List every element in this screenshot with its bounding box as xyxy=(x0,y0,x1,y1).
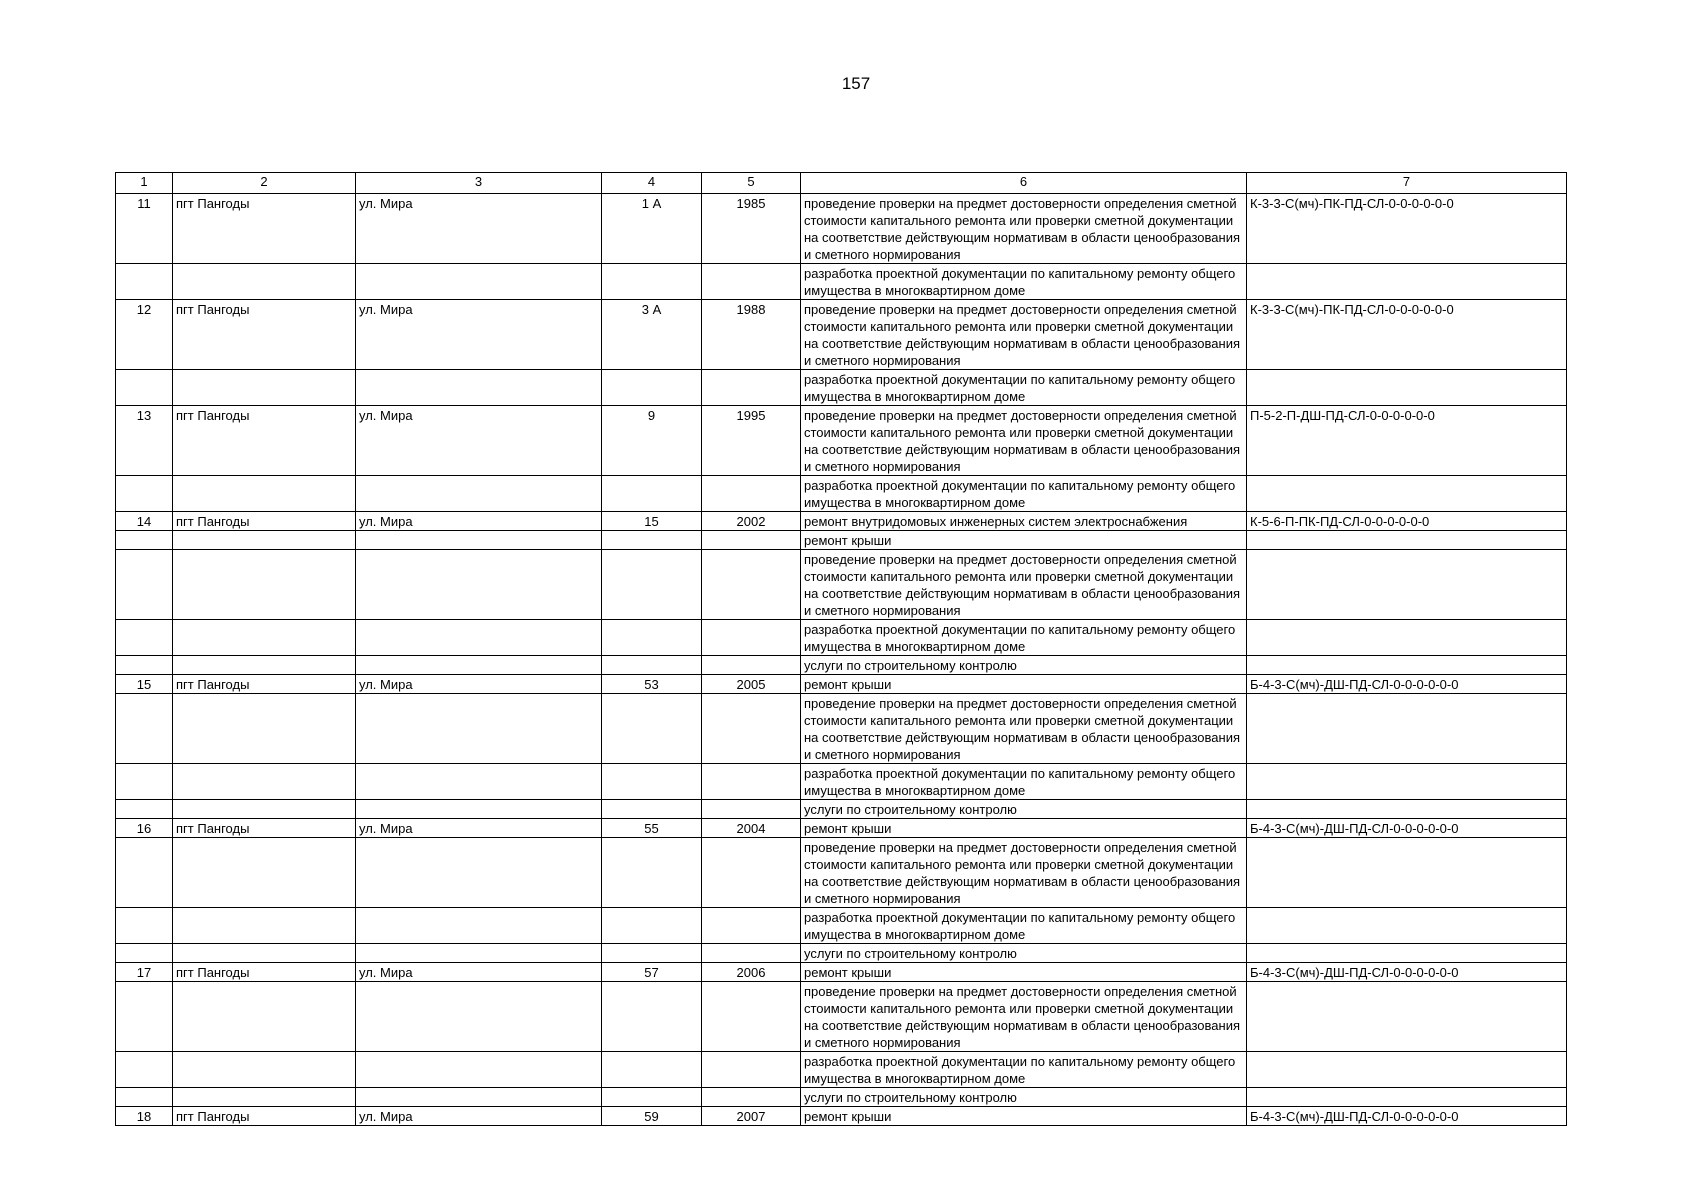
settlement-cell: пгт Пангоды xyxy=(173,512,356,531)
street-cell xyxy=(356,908,602,944)
street-cell: ул. Мира xyxy=(356,963,602,982)
settlement-cell: пгт Пангоды xyxy=(173,819,356,838)
work-type-cell: услуги по строительному контролю xyxy=(801,1088,1247,1107)
row-number-cell: 17 xyxy=(116,963,173,982)
street-cell xyxy=(356,264,602,300)
build-year-cell xyxy=(702,944,801,963)
build-year-cell xyxy=(702,476,801,512)
table-row xyxy=(116,656,1567,675)
work-type-cell: услуги по строительному контролю xyxy=(801,656,1247,675)
work-type-cell: разработка проектной документации по капитальному ремонту общего имущества в многоквартирном доме xyxy=(801,620,1247,656)
street-cell xyxy=(356,1088,602,1107)
table-row xyxy=(116,512,1567,531)
header-cell: 3 xyxy=(356,173,602,194)
build-year-cell xyxy=(702,620,801,656)
settlement-cell xyxy=(173,1052,356,1088)
house-number-cell xyxy=(602,264,702,300)
settlement-cell: пгт Пангоды xyxy=(173,1107,356,1126)
building-code-cell xyxy=(1247,656,1567,675)
street-cell: ул. Мира xyxy=(356,512,602,531)
building-code-cell xyxy=(1247,370,1567,406)
header-cell: 4 xyxy=(602,173,702,194)
settlement-cell xyxy=(173,1088,356,1107)
house-number-cell xyxy=(602,694,702,764)
settlement-cell xyxy=(173,694,356,764)
street-cell: ул. Мира xyxy=(356,300,602,370)
work-type-cell: ремонт крыши xyxy=(801,963,1247,982)
work-type-cell: проведение проверки на предмет достоверности определения сметной стоимости капитального ремонта или проверки сметной документации на соответствие действующим нормативам в области ценообразования и сметного нормирования xyxy=(801,406,1247,476)
work-type-cell: услуги по строительному контролю xyxy=(801,944,1247,963)
build-year-cell xyxy=(702,982,801,1052)
settlement-cell xyxy=(173,620,356,656)
build-year-cell: 2004 xyxy=(702,819,801,838)
settlement-cell xyxy=(173,656,356,675)
repair-schedule-table xyxy=(115,172,1567,1126)
build-year-cell xyxy=(702,764,801,800)
building-code-cell: К-5-6-П-ПК-ПД-СЛ-0-0-0-0-0-0 xyxy=(1247,512,1567,531)
build-year-cell xyxy=(702,838,801,908)
work-type-cell: разработка проектной документации по капитальному ремонту общего имущества в многоквартирном доме xyxy=(801,264,1247,300)
settlement-cell xyxy=(173,944,356,963)
street-cell xyxy=(356,944,602,963)
house-number-cell xyxy=(602,620,702,656)
table-row xyxy=(116,819,1567,838)
street-cell xyxy=(356,370,602,406)
row-number-cell xyxy=(116,550,173,620)
build-year-cell: 2002 xyxy=(702,512,801,531)
table-row xyxy=(116,194,1567,264)
house-number-cell xyxy=(602,800,702,819)
street-cell xyxy=(356,838,602,908)
header-cell: 1 xyxy=(116,173,173,194)
building-code-cell xyxy=(1247,1088,1567,1107)
table-body xyxy=(116,173,1567,1126)
street-cell xyxy=(356,1052,602,1088)
build-year-cell xyxy=(702,800,801,819)
settlement-cell: пгт Пангоды xyxy=(173,963,356,982)
row-number-cell xyxy=(116,694,173,764)
settlement-cell xyxy=(173,370,356,406)
building-code-cell xyxy=(1247,620,1567,656)
header-cell: 2 xyxy=(173,173,356,194)
building-code-cell xyxy=(1247,531,1567,550)
street-cell xyxy=(356,620,602,656)
house-number-cell: 3 А xyxy=(602,300,702,370)
work-type-cell: услуги по строительному контролю xyxy=(801,800,1247,819)
settlement-cell xyxy=(173,550,356,620)
house-number-cell xyxy=(602,764,702,800)
build-year-cell: 1985 xyxy=(702,194,801,264)
header-cell: 6 xyxy=(801,173,1247,194)
row-number-cell: 18 xyxy=(116,1107,173,1126)
row-number-cell: 13 xyxy=(116,406,173,476)
row-number-cell xyxy=(116,264,173,300)
building-code-cell xyxy=(1247,764,1567,800)
building-code-cell xyxy=(1247,1052,1567,1088)
build-year-cell: 1988 xyxy=(702,300,801,370)
house-number-cell: 57 xyxy=(602,963,702,982)
row-number-cell xyxy=(116,620,173,656)
row-number-cell xyxy=(116,764,173,800)
house-number-cell xyxy=(602,476,702,512)
building-code-cell: Б-4-3-С(мч)-ДШ-ПД-СЛ-0-0-0-0-0-0 xyxy=(1247,963,1567,982)
build-year-cell xyxy=(702,1052,801,1088)
settlement-cell xyxy=(173,800,356,819)
row-number-cell xyxy=(116,908,173,944)
house-number-cell xyxy=(602,656,702,675)
build-year-cell: 1995 xyxy=(702,406,801,476)
work-type-cell: проведение проверки на предмет достоверности определения сметной стоимости капитального ремонта или проверки сметной документации на соответствие действующим нормативам в области ценообразования и сметного нормирования xyxy=(801,300,1247,370)
table-row xyxy=(116,476,1567,512)
house-number-cell: 15 xyxy=(602,512,702,531)
row-number-cell: 15 xyxy=(116,675,173,694)
house-number-cell xyxy=(602,838,702,908)
house-number-cell: 1 А xyxy=(602,194,702,264)
building-code-cell: Б-4-3-С(мч)-ДШ-ПД-СЛ-0-0-0-0-0-0 xyxy=(1247,675,1567,694)
table-row xyxy=(116,300,1567,370)
work-type-cell: проведение проверки на предмет достоверности определения сметной стоимости капитального ремонта или проверки сметной документации на соответствие действующим нормативам в области ценообразования и сметного нормирования xyxy=(801,550,1247,620)
page-number: 157 xyxy=(841,74,871,93)
row-number-cell xyxy=(116,656,173,675)
building-code-cell xyxy=(1247,800,1567,819)
row-number-cell xyxy=(116,982,173,1052)
row-number-cell xyxy=(116,370,173,406)
settlement-cell xyxy=(173,531,356,550)
build-year-cell xyxy=(702,264,801,300)
building-code-cell xyxy=(1247,550,1567,620)
street-cell xyxy=(356,764,602,800)
settlement-cell: пгт Пангоды xyxy=(173,300,356,370)
street-cell xyxy=(356,800,602,819)
table-row xyxy=(116,675,1567,694)
work-type-cell: разработка проектной документации по капитальному ремонту общего имущества в многоквартирном доме xyxy=(801,476,1247,512)
table-row xyxy=(116,838,1567,908)
building-code-cell xyxy=(1247,264,1567,300)
table-row xyxy=(116,963,1567,982)
table-row xyxy=(116,406,1567,476)
table-row xyxy=(116,764,1567,800)
building-code-cell: Б-4-3-С(мч)-ДШ-ПД-СЛ-0-0-0-0-0-0 xyxy=(1247,1107,1567,1126)
building-code-cell: К-3-3-С(мч)-ПК-ПД-СЛ-0-0-0-0-0-0 xyxy=(1247,194,1567,264)
work-type-cell: разработка проектной документации по капитальному ремонту общего имущества в многоквартирном доме xyxy=(801,370,1247,406)
building-code-cell: Б-4-3-С(мч)-ДШ-ПД-СЛ-0-0-0-0-0-0 xyxy=(1247,819,1567,838)
work-type-cell: проведение проверки на предмет достоверности определения сметной стоимости капитального ремонта или проверки сметной документации на соответствие действующим нормативам в области ценообразования и сметного нормирования xyxy=(801,982,1247,1052)
house-number-cell: 55 xyxy=(602,819,702,838)
build-year-cell: 2007 xyxy=(702,1107,801,1126)
work-type-cell: разработка проектной документации по капитальному ремонту общего имущества в многоквартирном доме xyxy=(801,1052,1247,1088)
street-cell: ул. Мира xyxy=(356,194,602,264)
work-type-cell: разработка проектной документации по капитальному ремонту общего имущества в многоквартирном доме xyxy=(801,764,1247,800)
street-cell xyxy=(356,550,602,620)
header-cell: 7 xyxy=(1247,173,1567,194)
table-row xyxy=(116,1088,1567,1107)
table-row xyxy=(116,694,1567,764)
street-cell xyxy=(356,694,602,764)
header-cell: 5 xyxy=(702,173,801,194)
row-number-cell xyxy=(116,476,173,512)
building-code-cell: П-5-2-П-ДШ-ПД-СЛ-0-0-0-0-0-0 xyxy=(1247,406,1567,476)
build-year-cell xyxy=(702,550,801,620)
street-cell xyxy=(356,982,602,1052)
building-code-cell xyxy=(1247,838,1567,908)
build-year-cell xyxy=(702,908,801,944)
work-type-cell: ремонт крыши xyxy=(801,675,1247,694)
work-type-cell: ремонт крыши xyxy=(801,531,1247,550)
work-type-cell: проведение проверки на предмет достоверности определения сметной стоимости капитального ремонта или проверки сметной документации на соответствие действующим нормативам в области ценообразования и сметного нормирования xyxy=(801,838,1247,908)
row-number-cell xyxy=(116,944,173,963)
house-number-cell xyxy=(602,1088,702,1107)
house-number-cell xyxy=(602,1052,702,1088)
building-code-cell xyxy=(1247,944,1567,963)
row-number-cell xyxy=(116,531,173,550)
work-type-cell: проведение проверки на предмет достоверности определения сметной стоимости капитального ремонта или проверки сметной документации на соответствие действующим нормативам в области ценообразования и сметного нормирования xyxy=(801,194,1247,264)
row-number-cell xyxy=(116,1088,173,1107)
build-year-cell: 2006 xyxy=(702,963,801,982)
house-number-cell xyxy=(602,944,702,963)
table-row xyxy=(116,1052,1567,1088)
house-number-cell: 53 xyxy=(602,675,702,694)
row-number-cell: 12 xyxy=(116,300,173,370)
building-code-cell xyxy=(1247,476,1567,512)
house-number-cell xyxy=(602,531,702,550)
table-row xyxy=(116,531,1567,550)
settlement-cell: пгт Пангоды xyxy=(173,406,356,476)
settlement-cell: пгт Пангоды xyxy=(173,194,356,264)
street-cell xyxy=(356,656,602,675)
house-number-cell: 9 xyxy=(602,406,702,476)
work-type-cell: ремонт крыши xyxy=(801,1107,1247,1126)
table-row xyxy=(116,944,1567,963)
building-code-cell xyxy=(1247,694,1567,764)
house-number-cell xyxy=(602,908,702,944)
build-year-cell xyxy=(702,656,801,675)
settlement-cell xyxy=(173,982,356,1052)
table-row xyxy=(116,620,1567,656)
row-number-cell xyxy=(116,1052,173,1088)
building-code-cell: К-3-3-С(мч)-ПК-ПД-СЛ-0-0-0-0-0-0 xyxy=(1247,300,1567,370)
row-number-cell: 14 xyxy=(116,512,173,531)
house-number-cell: 59 xyxy=(602,1107,702,1126)
building-code-cell xyxy=(1247,908,1567,944)
settlement-cell xyxy=(173,476,356,512)
table-row xyxy=(116,264,1567,300)
row-number-cell: 11 xyxy=(116,194,173,264)
row-number-cell xyxy=(116,838,173,908)
house-number-cell xyxy=(602,550,702,620)
house-number-cell xyxy=(602,370,702,406)
build-year-cell xyxy=(702,1088,801,1107)
row-number-cell: 16 xyxy=(116,819,173,838)
house-number-cell xyxy=(602,982,702,1052)
building-code-cell xyxy=(1247,982,1567,1052)
build-year-cell: 2005 xyxy=(702,675,801,694)
street-cell: ул. Мира xyxy=(356,406,602,476)
row-number-cell xyxy=(116,800,173,819)
street-cell: ул. Мира xyxy=(356,1107,602,1126)
work-type-cell: проведение проверки на предмет достоверности определения сметной стоимости капитального ремонта или проверки сметной документации на соответствие действующим нормативам в области ценообразования и сметного нормирования xyxy=(801,694,1247,764)
table-row xyxy=(116,1107,1567,1126)
build-year-cell xyxy=(702,370,801,406)
settlement-cell xyxy=(173,764,356,800)
street-cell: ул. Мира xyxy=(356,675,602,694)
street-cell: ул. Мира xyxy=(356,819,602,838)
settlement-cell xyxy=(173,908,356,944)
table-row xyxy=(116,908,1567,944)
work-type-cell: ремонт внутридомовых инженерных систем электроснабжения xyxy=(801,512,1247,531)
table-row xyxy=(116,982,1567,1052)
table-row xyxy=(116,800,1567,819)
build-year-cell xyxy=(702,694,801,764)
work-type-cell: разработка проектной документации по капитальному ремонту общего имущества в многоквартирном доме xyxy=(801,908,1247,944)
table-row xyxy=(116,550,1567,620)
street-cell xyxy=(356,476,602,512)
street-cell xyxy=(356,531,602,550)
settlement-cell: пгт Пангоды xyxy=(173,675,356,694)
build-year-cell xyxy=(702,531,801,550)
table-row xyxy=(116,370,1567,406)
settlement-cell xyxy=(173,838,356,908)
settlement-cell xyxy=(173,264,356,300)
header-row xyxy=(116,173,1567,194)
work-type-cell: ремонт крыши xyxy=(801,819,1247,838)
